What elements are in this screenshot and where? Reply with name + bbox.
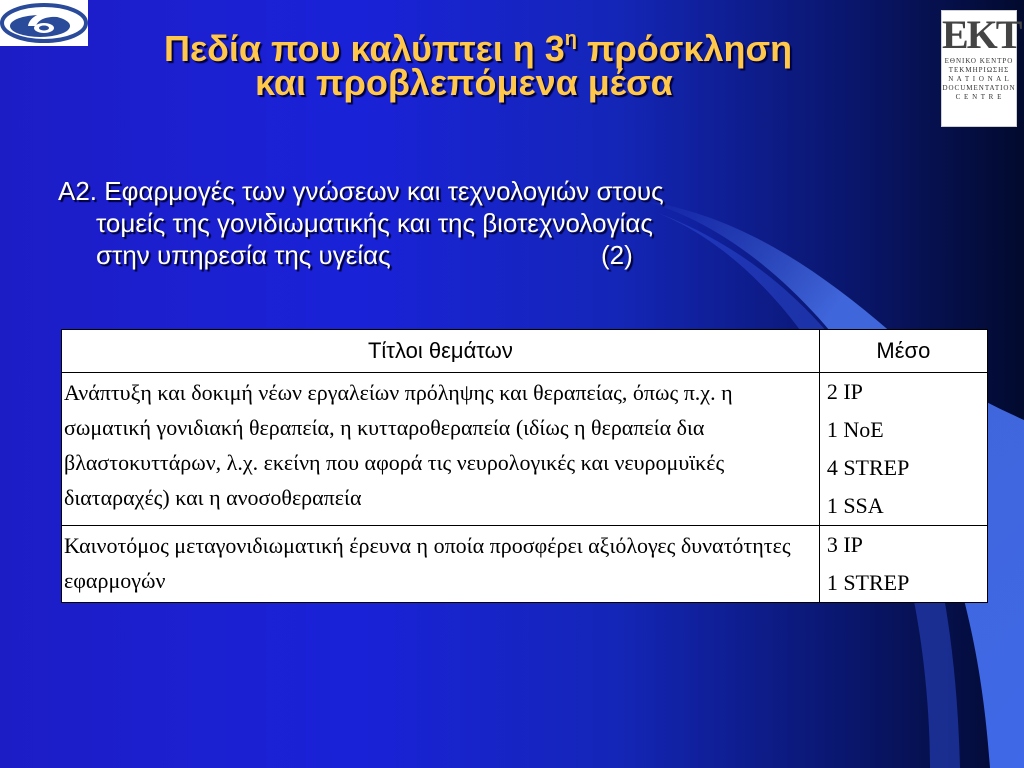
fp6-logo-icon [0,0,88,46]
instrument-item: 2 IP [826,379,863,404]
ekt-logo [941,10,1021,127]
section-heading-line-1: A2. Εφαρμογές των γνώσεων και τεχνολογιών στους [58,176,664,206]
fp6-logo [0,0,88,46]
instrument-item: 3 IP [826,532,863,557]
ekt-logo-line: DOCUMENTATION [942,84,1016,92]
title-line-2: και προβλεπόμενα μέσα [255,62,673,103]
table-row [62,526,988,603]
ekt-logo-mark: EKT [942,12,1021,57]
table-header-row [62,330,988,373]
column-header-instrument: Μέσο [819,330,987,373]
instrument-item: 1 STREP [826,570,910,595]
instrument-item: 1 SSA [826,493,884,518]
instrument-cell [819,373,987,526]
section-heading [58,175,938,271]
table-row [62,373,988,526]
topics-table [61,329,988,603]
ekt-logo-line: N A T I O N A L [948,75,1010,83]
ekt-logo-line: C E N T R E [955,93,1003,101]
title-line-1-end: πρόσκληση [576,28,793,69]
topic-cell: Ανάπτυξη και δοκιμή νέων εργαλείων πρόληψης και θεραπείας, όπως π.χ. η σωματική γονιδιακή θεραπεία, η κυτταροθεραπεία (ιδίως η θεραπεία δια βλαστοκυττάρων, λ.χ. εκείνη που αφορά τις νευρολογικές και νευρομυϊκές διαταραχές) και η ανοσοθεραπεία [62,373,820,526]
ekt-logo-line: ΤΕΚΜΗΡΙΩΣΗΣ [948,66,1010,74]
section-heading-line-3-text: στην υπηρεσία της υγείας [96,240,391,270]
section-heading-line-2: τομείς της γονιδιωματικής και της βιοτεχνολογίας [96,208,653,238]
ekt-logo-line: ΕΘΝΙΚΟ ΚΕΝΤΡΟ [944,57,1014,65]
instrument-item: 4 STREP [826,455,910,480]
section-reference: (2) [601,240,633,270]
column-header-topics: Τίτλοι θεμάτων [62,330,820,373]
section-heading-line-3 [58,239,938,271]
title-line-1-main: Πεδία που καλύπτει η 3 [164,28,565,69]
title-superscript: η [564,28,577,50]
instrument-item: 1 NoE [826,417,884,442]
topic-cell: Καινοτόμος μεταγονιδιωματική έρευνα η οποία προσφέρει αξιόλογες δυνατότητες εφαρμογών [62,526,820,603]
instrument-cell [819,526,987,603]
